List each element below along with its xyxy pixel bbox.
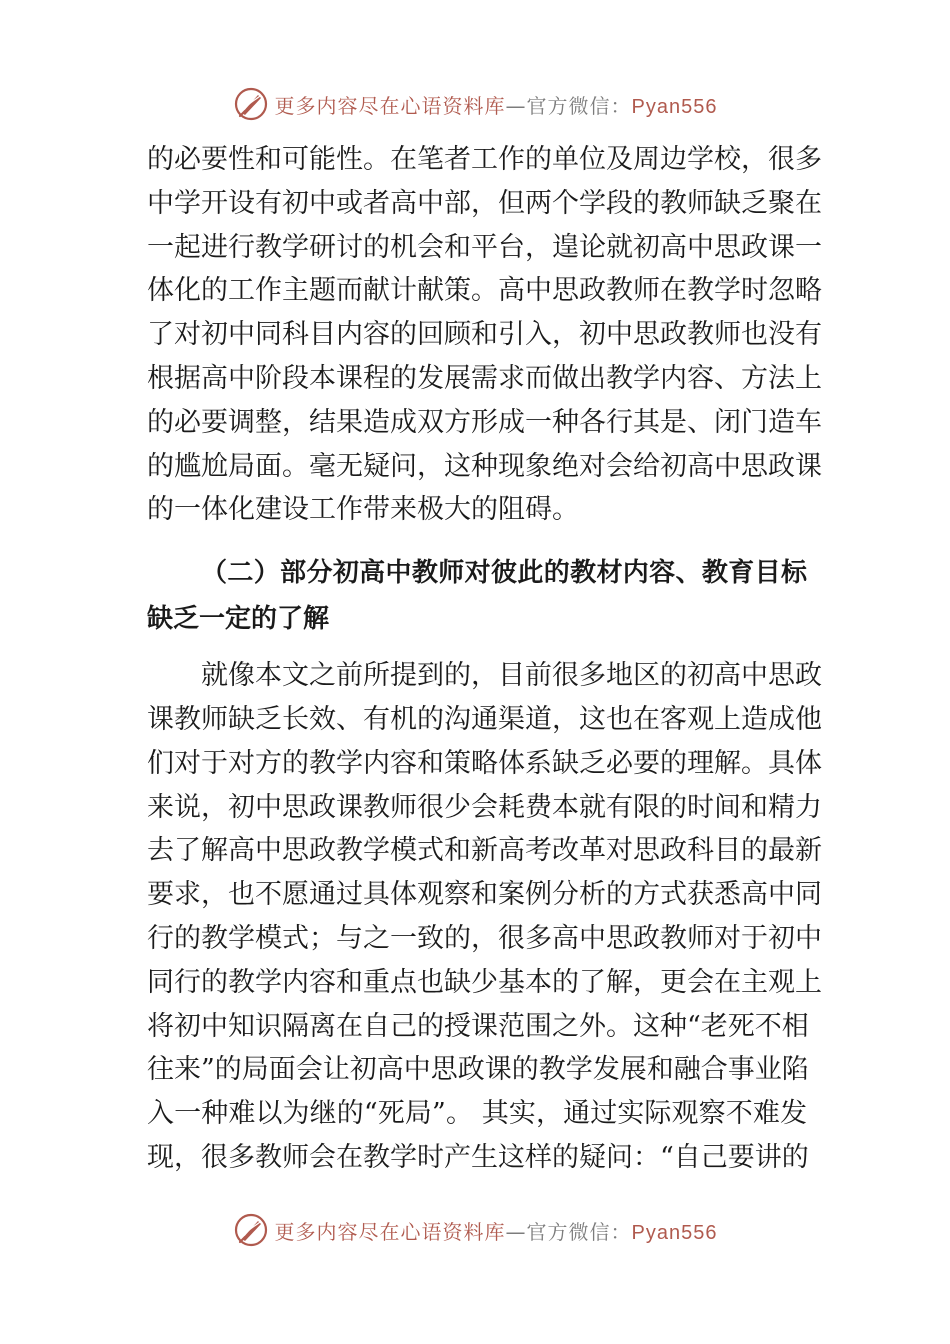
text-line: 课教师缺乏长效、有机的沟通渠道，这也在客观上造成他 xyxy=(147,703,822,735)
text-line: 根据高中阶段本课程的发展需求而做出教学内容、方法上 xyxy=(147,362,822,394)
text-line: 行的教学模式；与之一致的，很多高中思政教师对于初中 xyxy=(147,922,822,954)
text-line: 了对初中同科目内容的回顾和引入，初中思政教师也没有 xyxy=(147,319,822,351)
watermark-site-text: 更多内容尽在心语资料库 xyxy=(274,93,506,118)
heading-line: （二）部分初高中教师对彼此的教材内容、教育目标 xyxy=(201,558,807,589)
section-heading xyxy=(147,550,807,642)
watermark-separator: — xyxy=(505,1219,527,1244)
document-body xyxy=(147,138,822,1180)
text-line: 往来”的局面会让初高中思政课的教学发展和融合事业陷 xyxy=(147,1054,809,1086)
text-line: 中学开设有初中或者高中部，但两个学段的教师缺乏聚在 xyxy=(147,187,822,219)
text-line: 的尴尬局面。毫无疑问，这种现象绝对会给初高中思政课 xyxy=(147,450,822,482)
text-line: 入一种难以为继的“死局”。 其实，通过实际观察不难发 xyxy=(147,1098,807,1130)
text-line: 们对于对方的教学内容和策略体系缺乏必要的理解。具体 xyxy=(147,747,822,779)
text-line: 的必要调整，结果造成双方形成一种各行其是、闭门造车 xyxy=(147,406,822,438)
paragraph-1 xyxy=(147,138,822,532)
text-line: 就像本文之前所提到的，目前很多地区的初高中思政 xyxy=(201,660,822,692)
text-line: 一起进行教学研讨的机会和平台，遑论就初高中思政课一 xyxy=(147,231,822,263)
watermark-text xyxy=(275,1216,718,1245)
footer-watermark xyxy=(0,1210,950,1250)
quill-logo-icon xyxy=(233,1212,269,1248)
header-watermark xyxy=(0,84,950,124)
text-line: 同行的教学内容和重点也缺少基本的了解，更会在主观上 xyxy=(147,966,822,998)
text-line: 现，很多教师会在教学时产生这样的疑问：“自己要讲的 xyxy=(147,1141,809,1173)
watermark-site-text: 更多内容尽在心语资料库 xyxy=(274,1219,506,1244)
text-line: 去了解高中思政教学模式和新高考改革对思政科目的最新 xyxy=(147,835,822,867)
watermark-wechat-id: Pyan556 xyxy=(631,95,718,118)
text-line: 的一体化建设工作带来极大的阻碍。 xyxy=(147,494,579,526)
heading-line: 缺乏一定的了解 xyxy=(147,604,330,635)
text-line: 要求，也不愿通过具体观察和案例分析的方式获悉高中同 xyxy=(147,879,822,911)
watermark-separator: — xyxy=(505,93,527,118)
text-line: 将初中知识隔离在自己的授课范围之外。这种“老死不相 xyxy=(147,1010,809,1042)
text-line: 体化的工作主题而献计献策。高中思政教师在教学时忽略 xyxy=(147,275,822,307)
quill-logo-icon xyxy=(233,86,269,122)
watermark-label: 官方微信： xyxy=(526,93,632,118)
text-line: 来说，初中思政课教师很少会耗费本就有限的时间和精力 xyxy=(147,791,822,823)
watermark-wechat-id: Pyan556 xyxy=(631,1221,718,1244)
watermark-label: 官方微信： xyxy=(526,1219,632,1244)
text-line: 的必要性和可能性。在笔者工作的单位及周边学校，很多 xyxy=(147,144,822,175)
watermark-text xyxy=(275,90,718,119)
paragraph-2 xyxy=(147,654,822,1180)
